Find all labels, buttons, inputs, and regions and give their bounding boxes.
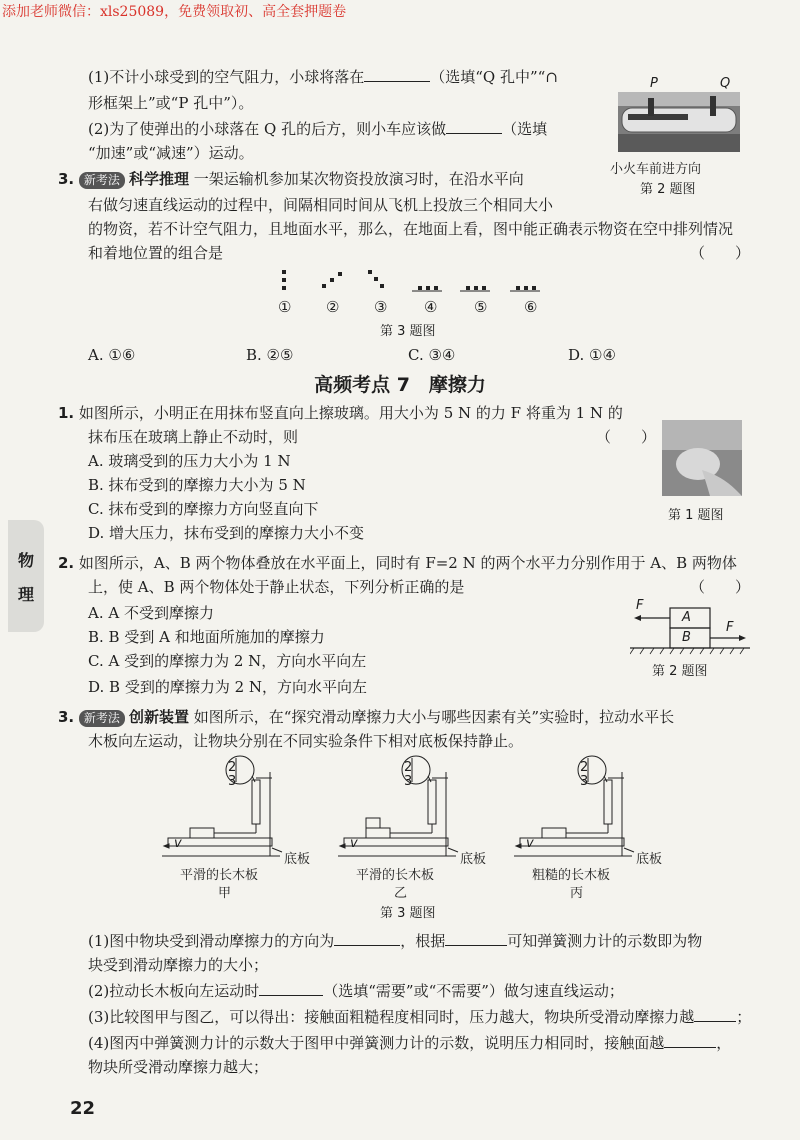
scale-digit: 2 xyxy=(228,760,237,775)
option-label-1: ① xyxy=(278,298,292,316)
q3-part1-line1: (1)图中物块受到滑动摩擦力的方向为 ，根据 可知弹簧测力计的示数即为物 xyxy=(88,932,703,950)
choice-a[interactable]: A. ①⑥ xyxy=(88,346,136,364)
section-title: 高频考点 7 摩擦力 xyxy=(314,374,486,396)
q2-option-a[interactable]: A. A 不受到摩擦力 xyxy=(88,604,214,622)
q3-top-line4: 和着地位置的组合是 xyxy=(88,244,224,262)
velocity-label: v xyxy=(174,836,182,851)
fig-caption-prev: 第 2 题图 xyxy=(640,182,696,197)
fig-caption-q1: 第 1 题图 xyxy=(668,508,724,523)
fig-label-q: Q xyxy=(720,76,731,91)
base-label: 底板 xyxy=(636,852,663,867)
q3-top-line1: 3. 新考法 科学推理 一架运输机参加某次物资投放演习时，在沿水平向 xyxy=(58,170,524,188)
base-label: 底板 xyxy=(460,852,487,867)
velocity-label: v xyxy=(350,836,358,851)
question-number: 3. xyxy=(58,170,75,188)
question-number: 2. xyxy=(58,554,75,572)
scale-digit: 3 xyxy=(404,774,413,789)
option-label-2: ② xyxy=(326,298,340,316)
answer-blank[interactable] xyxy=(364,67,430,82)
q2-option-c[interactable]: C. A 受到的摩擦力为 2 N，方向水平向左 xyxy=(88,652,367,670)
q3-top-line2: 右做匀速直线运动的过程中，间隔相同时间从飞机上投放三个相同大小 xyxy=(88,196,554,214)
q1-option-c[interactable]: C. 抹布受到的摩擦力方向竖直向下 xyxy=(88,500,319,518)
side-tab-char-1: 物 xyxy=(18,551,35,570)
block-a-label: A xyxy=(682,610,691,625)
scale-digit: 3 xyxy=(580,774,589,789)
q2-option-b[interactable]: B. B 受到 A 和地面所施加的摩擦力 xyxy=(88,628,325,646)
train-photo-svg xyxy=(618,92,740,152)
wiping-glass-svg xyxy=(662,420,742,496)
fig-caption-q3-top: 第 3 题图 xyxy=(380,324,436,339)
q3-line1: 3. 新考法 创新装置 如图所示，在“探究滑动摩擦力大小与哪些因素有关”实验时，拉动水平长 xyxy=(58,708,675,726)
option-label-4: ④ xyxy=(424,298,438,316)
board-label: 粗糙的长木板 xyxy=(532,868,611,883)
side-tab-char-2: 理 xyxy=(18,585,35,604)
choice-c[interactable]: C. ③④ xyxy=(408,346,456,364)
setup-name: 丙 xyxy=(570,886,584,901)
answer-blank[interactable] xyxy=(445,931,507,946)
q2-option-d[interactable]: D. B 受到的摩擦力为 2 N，方向水平向左 xyxy=(88,678,368,696)
question-number: 1. xyxy=(58,404,75,422)
q2-line2: 上，使 A、B 两个物体处于静止状态，下列分析正确的是 xyxy=(88,578,465,596)
cargo-dots-svg xyxy=(270,268,550,296)
prev-q-part1-line2: 形框架上”或“P 孔中”）。 xyxy=(88,94,254,112)
answer-paren[interactable]: （ ） xyxy=(690,244,751,262)
question-tag: 科学推理 xyxy=(128,170,189,188)
scale-digit: 3 xyxy=(228,774,237,789)
q3-line2: 木板向左运动，让物块分别在不同实验条件下相对底板保持静止。 xyxy=(88,732,524,750)
train-direction-caption: 小火车前进方向 xyxy=(610,162,702,177)
answer-blank[interactable] xyxy=(446,119,502,134)
q1-line2: 抹布压在玻璃上静止不动时，则 xyxy=(88,428,299,446)
question-tag: 创新装置 xyxy=(128,708,189,726)
option-label-3: ③ xyxy=(374,298,388,316)
block-b-label: B xyxy=(682,630,691,645)
choice-d[interactable]: D. ①④ xyxy=(568,346,616,364)
train-photo xyxy=(618,92,740,152)
q1-option-d[interactable]: D. 增大压力，抹布受到的摩擦力大小不变 xyxy=(88,524,365,542)
q3-part3: (3)比较图甲与图乙，可以得出：接触面粗糙程度相同时，压力越大，物块所受滑动摩擦力越 ； xyxy=(88,1008,752,1026)
answer-blank[interactable] xyxy=(259,981,323,996)
q1-option-a[interactable]: A. 玻璃受到的压力大小为 1 N xyxy=(88,452,291,470)
board-label: 平滑的长木板 xyxy=(356,868,435,883)
fig-caption-q2: 第 2 题图 xyxy=(652,664,708,679)
q3-part4-line2: 物块所受滑动摩擦力越大； xyxy=(88,1058,269,1076)
board-label: 平滑的长木板 xyxy=(180,868,259,883)
new-method-badge: 新考法 xyxy=(79,710,125,727)
force-label-left: F xyxy=(636,598,644,613)
q3-part1-line2: 块受到滑动摩擦力的大小； xyxy=(88,956,269,974)
watermark-text: 添加老师微信：xls25089，免费领取初、高全套押题卷 xyxy=(2,4,347,20)
q3-part4-line1: (4)图丙中弹簧测力计的示数大于图甲中弹簧测力计的示数，说明压力相同时，接触面越 ， xyxy=(88,1034,732,1052)
prev-q-part1-line1: (1)不计小球受到的空气阻力，小球将落在 （选填“Q 孔中”“∩ xyxy=(88,68,558,86)
fig-label-p: P xyxy=(650,76,658,91)
q1-line1: 1. 如图所示，小明正在用抹布竖直向上擦玻璃。用大小为 5 N 的力 F 将重为 1 N 的 xyxy=(58,404,623,422)
force-label-right: F xyxy=(726,620,734,635)
q3-part2: (2)拉动长木板向左运动时 （选填“需要”或“不需要”）做匀速直线运动； xyxy=(88,982,624,1000)
wiping-glass-photo xyxy=(662,420,742,496)
prev-q-part2-line2: “加速”或“减速”）运动。 xyxy=(88,144,254,162)
page-number: 22 xyxy=(70,1098,96,1119)
option-label-6: ⑥ xyxy=(524,298,538,316)
answer-blank[interactable] xyxy=(694,1007,736,1022)
scale-digit: 2 xyxy=(404,760,413,775)
question-number: 3. xyxy=(58,708,75,726)
setup-name: 乙 xyxy=(394,886,408,901)
new-method-badge: 新考法 xyxy=(79,172,125,189)
q1-option-b[interactable]: B. 抹布受到的摩擦力大小为 5 N xyxy=(88,476,306,494)
option-label-5: ⑤ xyxy=(474,298,488,316)
answer-paren[interactable]: （ ） xyxy=(596,428,657,446)
scale-digit: 2 xyxy=(580,760,589,775)
base-label: 底板 xyxy=(284,852,311,867)
subject-side-tab xyxy=(8,520,44,632)
q2-line1: 2. 如图所示，A、B 两个物体叠放在水平面上，同时有 F=2 N 的两个水平力分别作用于 A、B 两物体 xyxy=(58,554,737,572)
answer-paren[interactable]: （ ） xyxy=(690,578,751,596)
setup-name: 甲 xyxy=(218,886,232,901)
fig-caption-q3: 第 3 题图 xyxy=(380,906,436,921)
choice-b[interactable]: B. ②⑤ xyxy=(246,346,294,364)
prev-q-part2-line1: (2)为了使弹出的小球落在 Q 孔的后方，则小车应该做 （选填 xyxy=(88,120,548,138)
answer-blank[interactable] xyxy=(334,931,400,946)
q3-top-line3: 的物资，若不计空气阻力，且地面水平，那么，在地面上看，图中能正确表示物资在空中排列情况 xyxy=(88,220,734,238)
answer-blank[interactable] xyxy=(664,1033,716,1048)
velocity-label: v xyxy=(526,836,534,851)
cargo-arrangement-figure xyxy=(270,268,550,296)
